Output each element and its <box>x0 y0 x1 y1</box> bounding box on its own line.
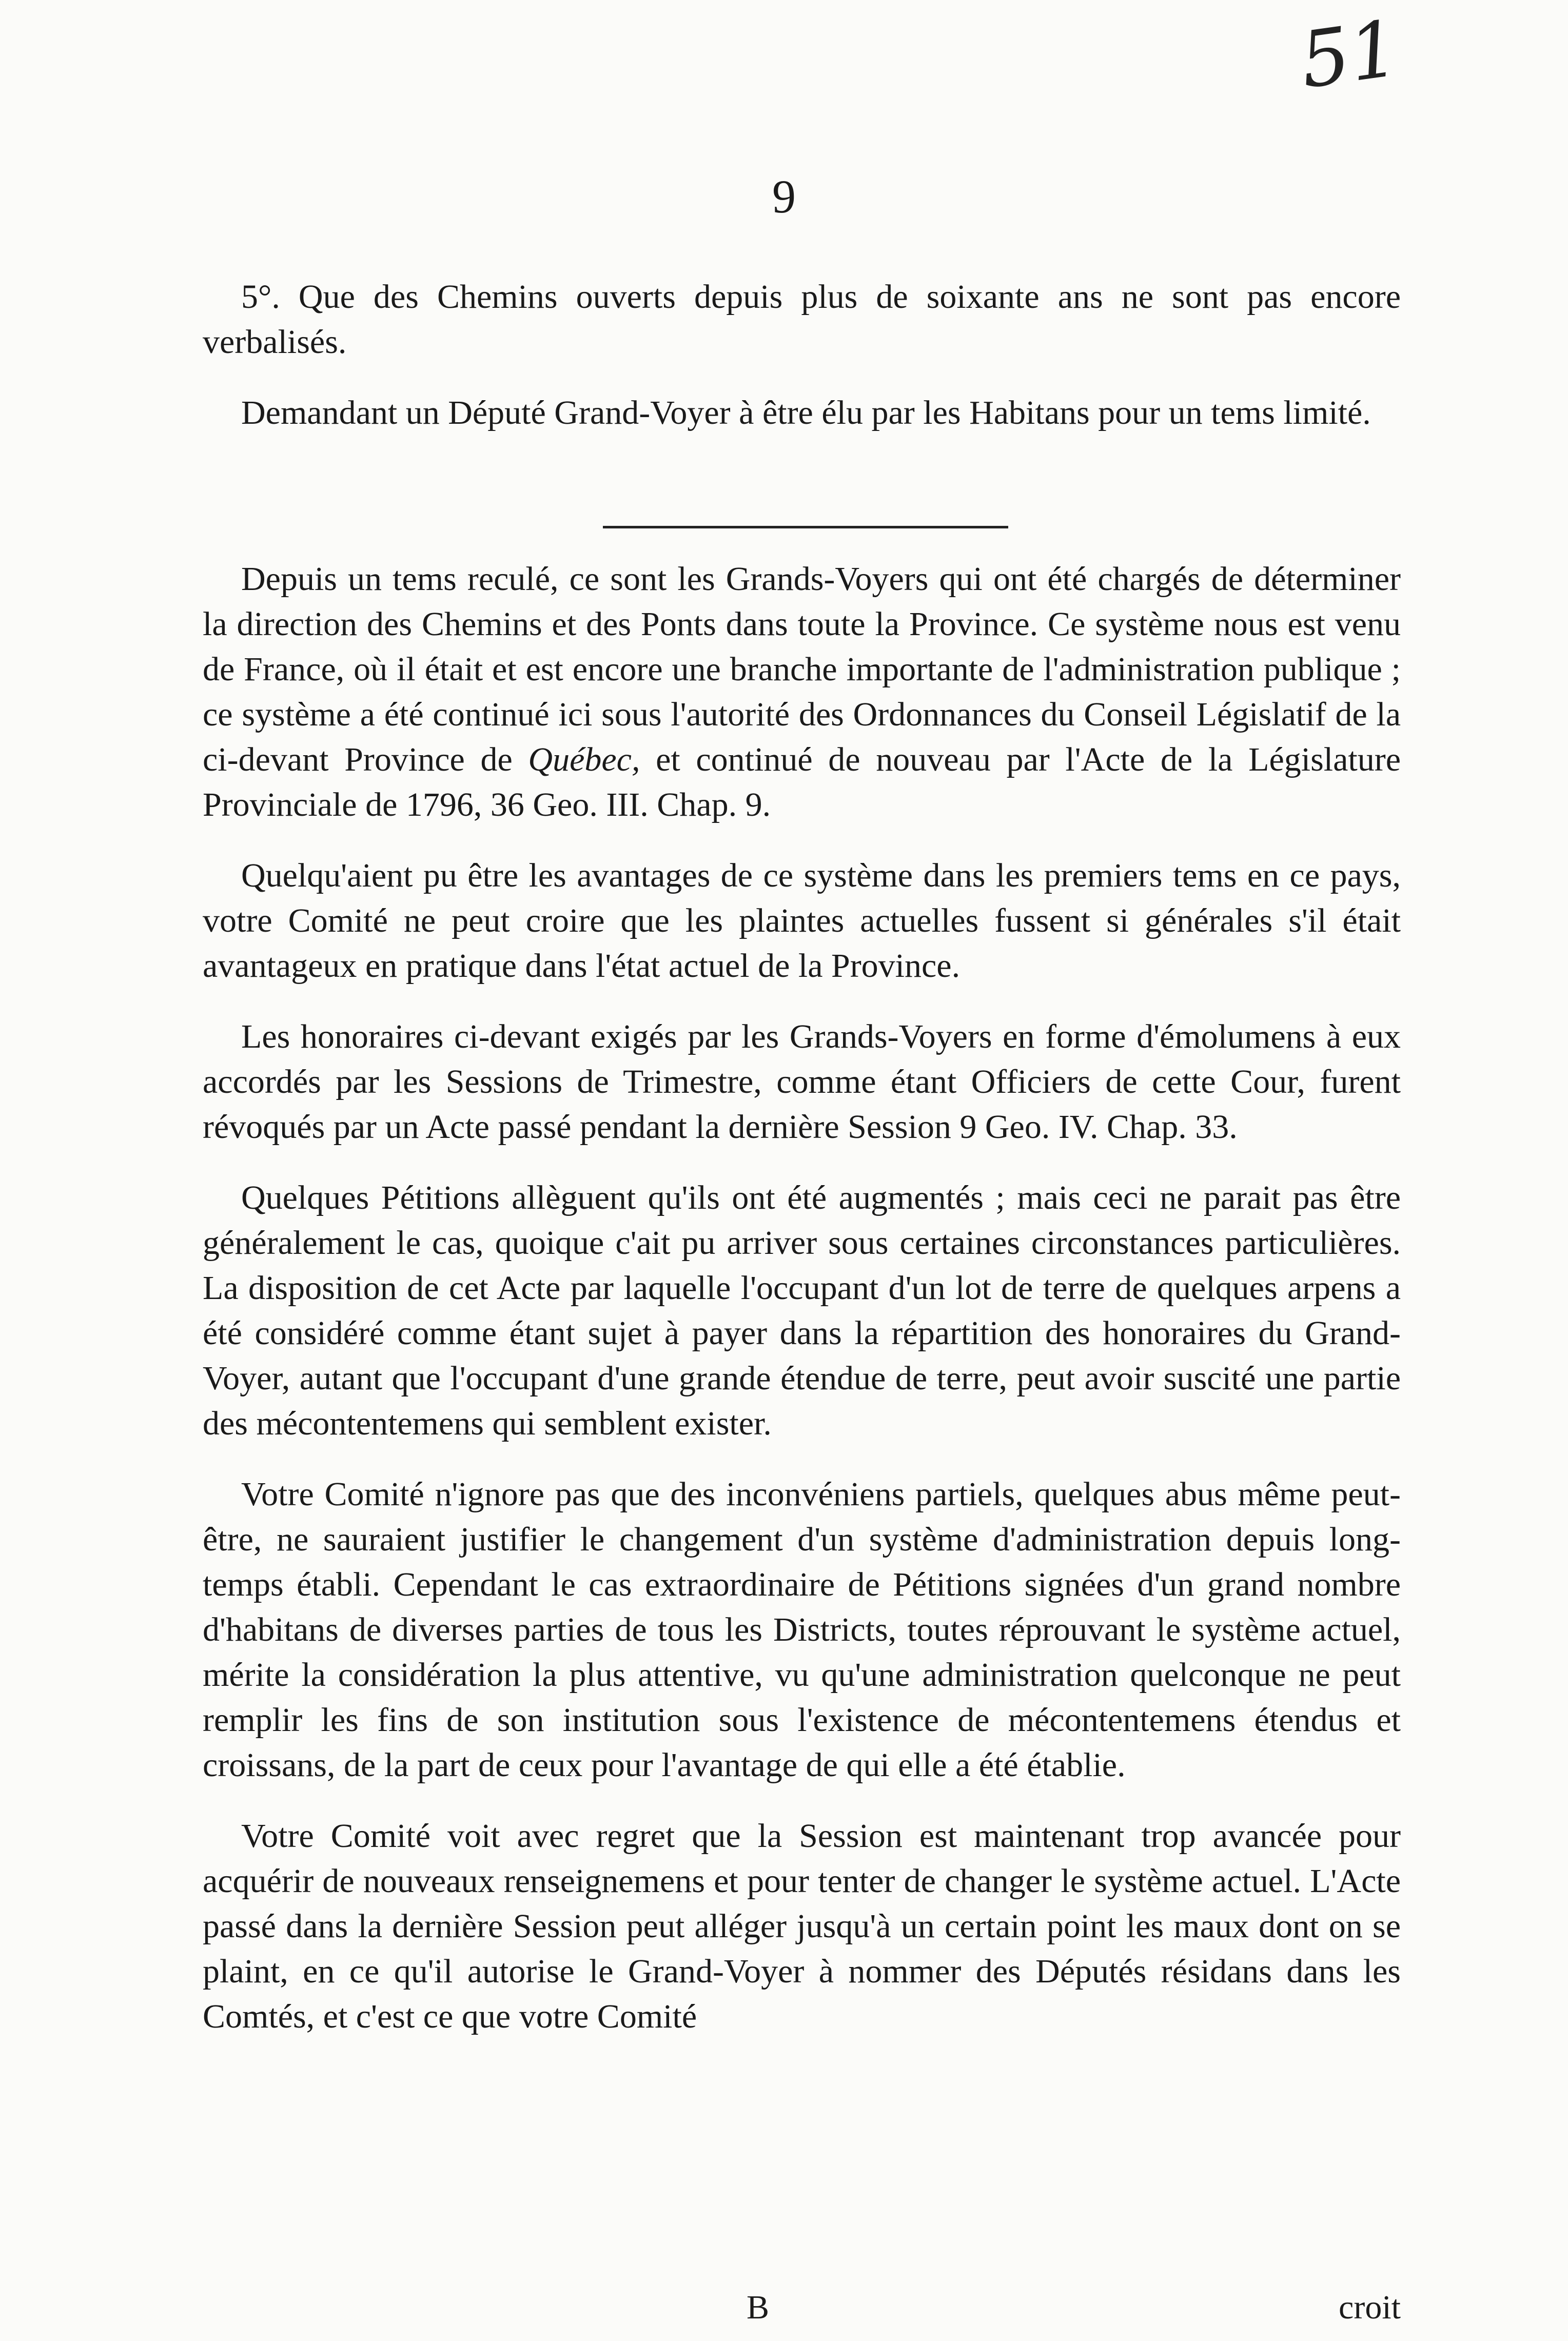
top-section <box>203 274 1401 436</box>
paragraph: Votre Comité n'ignore pas que des inconvéniens partiels, quelques abus même peut-être, ne sauraient justifier le changement d'un système d'administration depuis long-temps établi. Cependant le cas extraordinaire de Pétitions signées d'un grand nombre d'habitans de diverses parties de tous les Districts, toutes réprouvant le système actuel, mérite la considération la plus attentive, vu qu'une administration quelconque ne peut remplir les fins de son institution sous l'existence de mécontentemens étendus et croissans, de la part de ceux pour l'avantage de qui elle a été établie. <box>203 1476 1401 1784</box>
paragraph: Demandant un Député Grand-Voyer à être élu par les Habitans pour un tems limité. <box>241 394 1371 431</box>
paragraph: Les honoraires ci-devant exigés par les Grands-Voyers en forme d'émolumens à eux accordés par les Sessions de Trimestre, comme étant Officiers de cette Cour, furent révoqués par un Acte passé pendant la dernière Session 9 Geo. IV. Chap. 33. <box>203 1018 1401 1146</box>
paragraph: Quelques Pétitions allèguent qu'ils ont été augmentés ; mais ceci ne parait pas être généralement le cas, quoique c'ait pu arriver sous certaines circonstances particulières. La disposition de cet Acte par laquelle l'occupant d'un lot de terre de quelques arpens a été considéré comme étant sujet à payer dans la répartition des honoraires du Grand-Voyer, autant que l'occupant d'une grande étendue de terre, peut avoir suscité une partie des mécontentemens qui semblent exister. <box>203 1179 1401 1442</box>
paragraph-text: Depuis un tems reculé, ce sont les Grands-Voyers qui ont été chargés de déterminer la direction des Chemins et des Ponts dans toute la Province. Ce système nous est venu de France, où il était et est encore une branche importante de l'administration publique ; ce système a été continué ici sous l'autorité des Ordonnances du Conseil Législatif de la ci-devant Province de <box>203 560 1401 778</box>
paragraph <box>203 557 1401 828</box>
paragraph: Votre Comité voit avec regret que la Session est maintenant trop avancée pour acquérir de nouveaux renseignemens et pour tenter de changer le système actuel. L'Acte passé dans la dernière Session peut alléger jusqu'à un certain point les maux dont on se plaint, en ce qu'il autorise le Grand-Voyer à nommer des Députés résidans dans les Comtés, et c'est ce que votre Comité <box>203 1817 1401 2035</box>
paragraph: 5°. Que des Chemins ouverts depuis plus de soixante ans ne sont pas encore verbalisés. <box>203 278 1401 361</box>
paragraph: Quelqu'aient pu être les avantages de ce système dans les premiers tems en ce pays, votre Comité ne peut croire que les plaintes actuelles fussent si générales s'il était avantageux en pratique dans l'état actuel de la Province. <box>203 857 1401 985</box>
catchword: croit <box>1339 2289 1401 2326</box>
page-footer <box>203 2288 1401 2334</box>
handwritten-folio-number: 51 <box>1295 4 1405 106</box>
main-section <box>203 557 1401 2039</box>
section-divider-rule <box>603 526 1008 528</box>
paragraph-text: et continué de nouveau par l'Acte de la Législature Provinciale de 1796, 36 Geo. III. Chap. 9. <box>203 741 1401 823</box>
page-number: 9 <box>772 170 796 223</box>
signature-mark: B <box>747 2289 770 2326</box>
italic-place-name: Québec, <box>528 741 640 778</box>
